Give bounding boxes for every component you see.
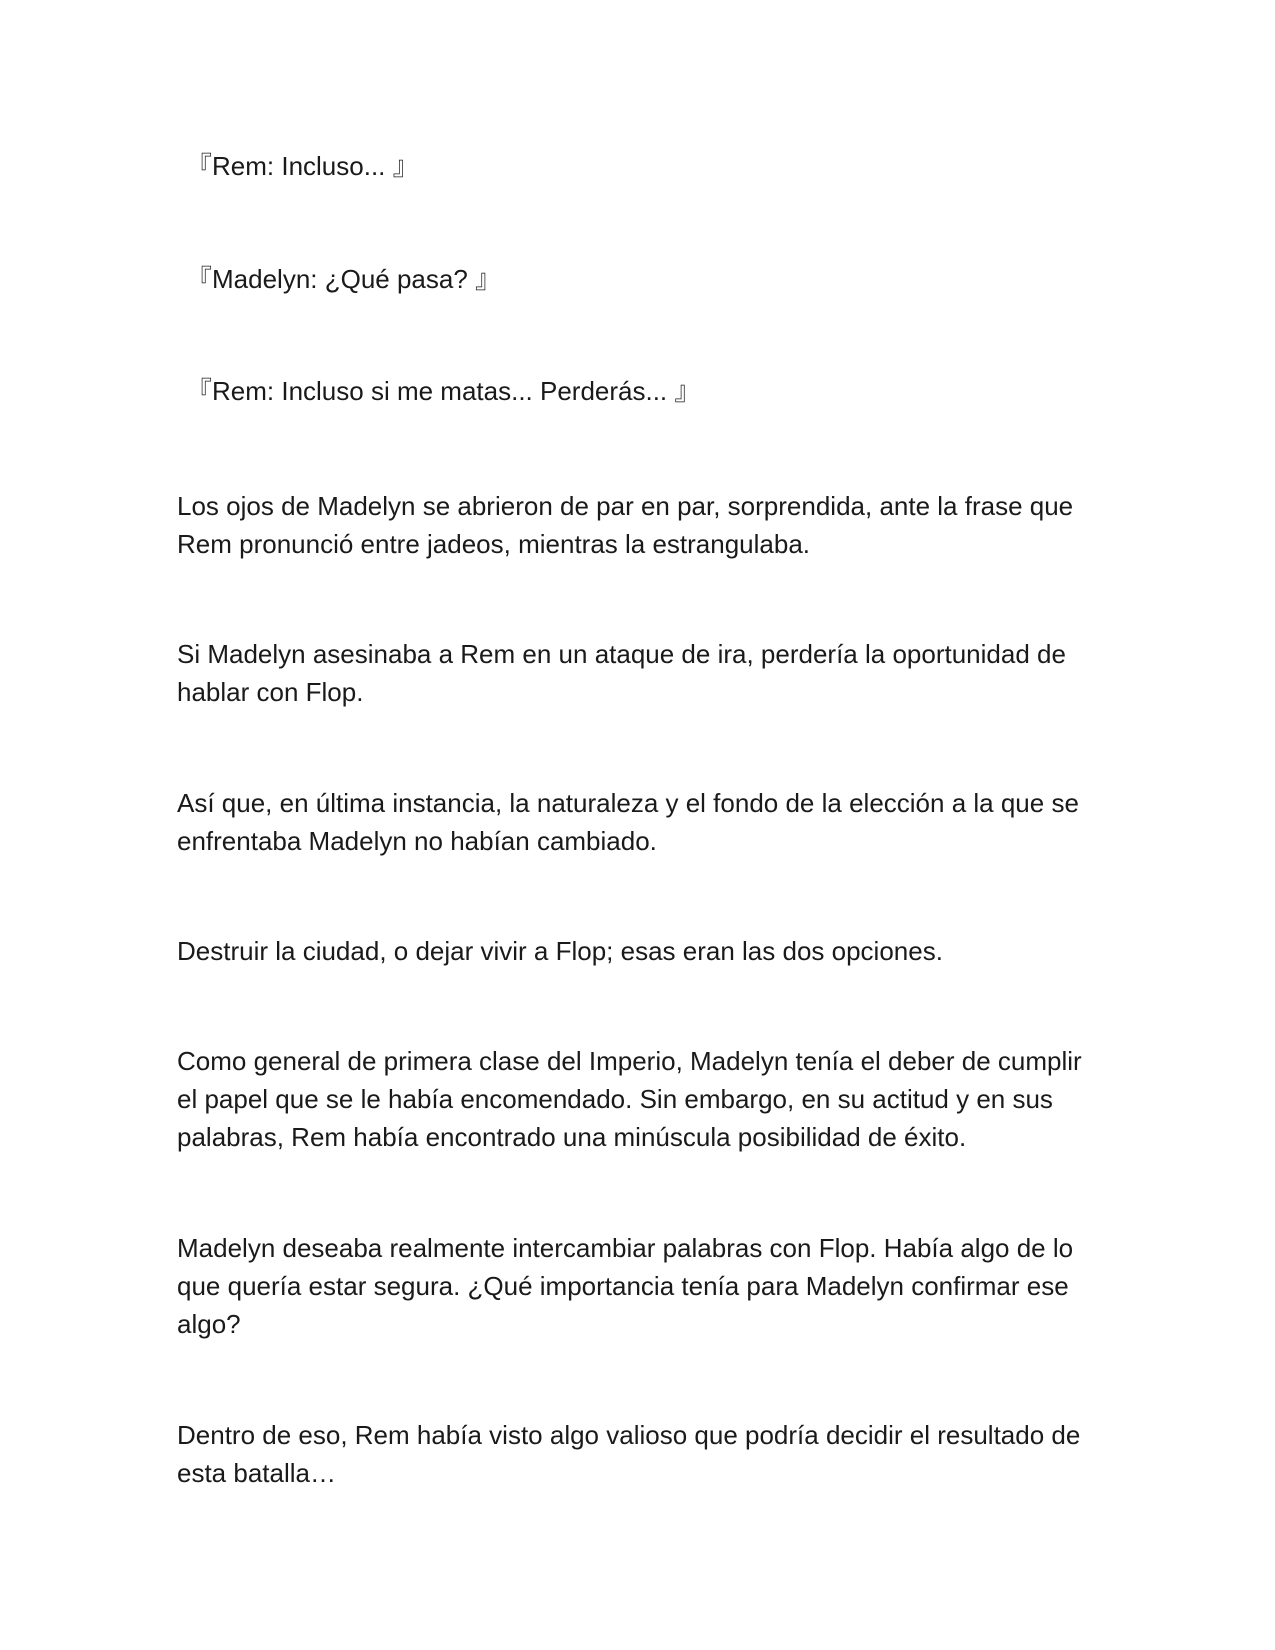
dialogue-line: 『Rem: Incluso si me matas... Perderás... 』 <box>186 376 701 406</box>
paragraph: Los ojos de Madelyn se abrieron de par en par, sorprendida, ante la frase que Rem pronunció entre jadeos, mientras la estrangulaba. <box>177 491 1074 559</box>
paragraph: Destruir la ciudad, o dejar vivir a Flop; esas eran las dos opciones. <box>177 936 943 966</box>
paragraph: Si Madelyn asesinaba a Rem en un ataque de ira, perdería la oportunidad de hablar con Flop. <box>177 639 1066 707</box>
paragraph: Como general de primera clase del Imperio, Madelyn tenía el deber de cumplir el papel que se le había encomendado. Sin embargo, en su actitud y en sus palabras, Rem había encontrado una minúscula posibilidad de éxito. <box>177 1046 1082 1152</box>
paragraph: Así que, en última instancia, la naturaleza y el fondo de la elección a la que se enfrentaba Madelyn no habían cambiado. <box>177 788 1079 856</box>
paragraph: Dentro de eso, Rem había visto algo valioso que podría decidir el resultado de esta batalla… <box>177 1420 1081 1488</box>
dialogue-line: 『Rem: Incluso... 』 <box>186 151 419 181</box>
paragraph: Madelyn deseaba realmente intercambiar palabras con Flop. Había algo de lo que quería estar segura. ¿Qué importancia tenía para Madelyn confirmar ese algo? <box>177 1233 1074 1339</box>
dialogue-line: 『Madelyn: ¿Qué pasa? 』 <box>186 264 502 294</box>
